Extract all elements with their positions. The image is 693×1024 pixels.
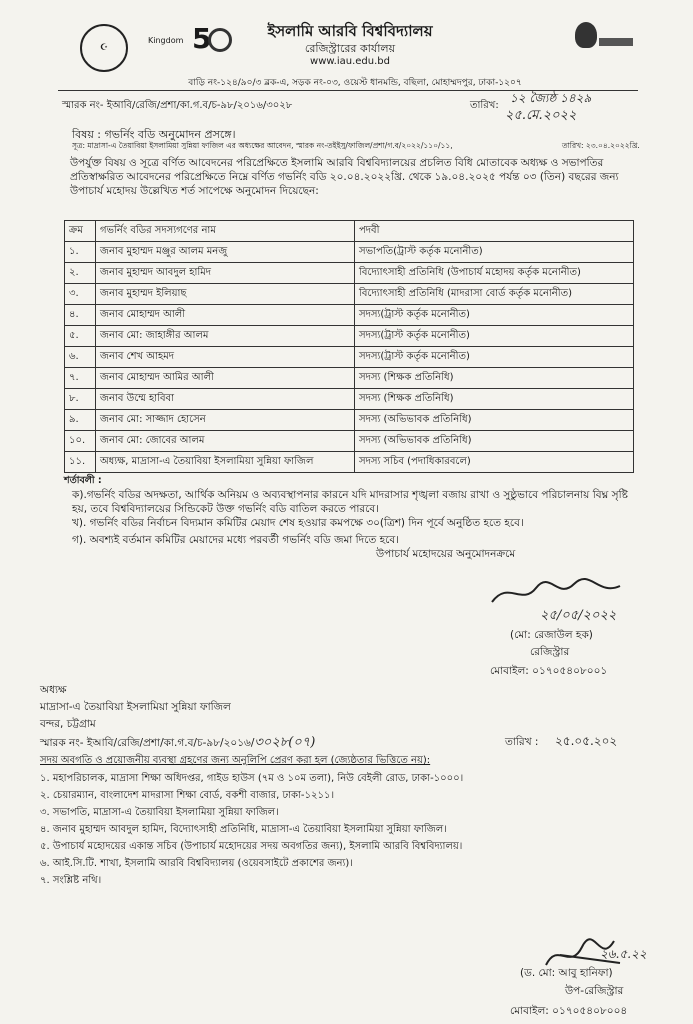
row-serial: ৪. xyxy=(65,305,96,326)
member-name: জনাব মুহাম্মদ ইলিয়াছ xyxy=(96,284,355,305)
member-designation: সদস্য (অভিভাবক প্রতিনিধি) xyxy=(355,431,634,452)
member-designation: সদস্য (শিক্ষক প্রতিনিধি) xyxy=(355,389,634,410)
table-row xyxy=(65,347,634,368)
row-serial: ২. xyxy=(65,263,96,284)
signature-icon xyxy=(488,576,628,610)
list-item: ২. চেয়ারম্যান, বাংলাদেশ মাদরাসা শিক্ষা বোর্ড, বকশী বাজার, ঢাকা-১২১১। xyxy=(40,790,335,801)
table-row xyxy=(65,452,634,473)
memo-ref: স্মারক নং- ইআবি/রেজি/প্রশা/কা.গ.ব/চ-৯৮/২০১৬/৩০২৮ xyxy=(62,100,293,111)
registrar-sign-date: ২৫/০৫/২০২২ xyxy=(540,608,617,623)
member-name: জনাব উম্মে হাবিবা xyxy=(96,389,355,410)
source-date: তারিখ: ২৩.০৪.২০২২খ্রি. xyxy=(562,141,640,150)
copy-ref-text: স্মারক নং- ইআবি/রেজি/প্রশা/কা.গ.ব/চ-৯৮/২০১৬/ xyxy=(40,737,255,749)
header-serial: ক্রম xyxy=(65,221,96,242)
row-serial: ১. xyxy=(65,242,96,263)
deputy-name: (ড. মো: আবু হানিফা) xyxy=(520,967,613,979)
condition-item: ক).গভর্নিং বডির অদক্ষতা, আর্থিক অনিয়ম ও অব্যবস্থাপনার কারনে যদি মাদরাসার শৃঙ্খলা বজায় রাখা ও সুষ্ঠুভাবে পরিচালনায় বিঘ্ন সৃষ্টি হয়, তবে বিশ্ববিদ্যালয়ের সিন্ডিকেট উক্ত গভর্নিং বডি বাতিল করতে পারবে। xyxy=(72,489,628,515)
member-name: জনাব মোহাম্মদ আমির আলী xyxy=(96,368,355,389)
memo-body: উপর্যুক্ত বিষয় ও সূত্রে বর্ণিত আবেদনের পরিপ্রেক্ষিতে ইসলামি আরবি বিশ্ববিদ্যালয়ের প্রচলিত বিধি মোতাবেক অধ্যক্ষ ও সভাপতির প্রতিস্বাক্ষরিত আবেদনের পরিপ্রেক্ষিতে নিম্নে বর্ণিত গভর্নিং বডি ২০.০৪.২০২২খ্রি. থেকে ১৯.০৪.২০২৫ পর্যন্ত ০৩ (তিন) বছরের জন্য উপাচার্য মহোদয় উল্লেখিত শর্ত সাপেক্ষে অনুমোদন দিয়েছেন: xyxy=(70,157,619,197)
registrar-mobile: মোবাইল: ০১৭০৫৪০৮০০১ xyxy=(490,665,608,677)
member-designation: সদস্য(ট্রাস্ট কর্তৃক মনোনীত) xyxy=(355,305,634,326)
copy-date: ২৫.০৫.২০২ xyxy=(555,734,618,748)
member-designation: সদস্য (অভিভাবক প্রতিনিধি) xyxy=(355,410,634,431)
member-name: জনাব মো: জাহাঙ্গীর আলম xyxy=(96,326,355,347)
list-item: ৫. উপাচার্য মহোদয়ের একান্ত সচিব (উপাচার্য মহোদয়ের সদয় অবগতির জন্য), ইসলামি আরবি বিশ্ববিদ্যালয়। xyxy=(40,841,463,852)
member-name: জনাব মো: জোবের আলম xyxy=(96,431,355,452)
recipient-institution: মাদ্রাসা-এ তৈয়াবিয়া ইসলামিয়া সুন্নিয়া ফাজিল xyxy=(40,701,231,713)
recipient-location: বন্দর, চট্টগ্রাম xyxy=(40,718,96,730)
office-name: রেজিস্ট্রারের কার্যালয় xyxy=(304,42,396,55)
copy-ref xyxy=(40,733,315,754)
copy-ref-handwritten: ৩০২৮(০৭) xyxy=(254,735,316,750)
member-designation: সদস্য(ট্রাস্ট কর্তৃক মনোনীত) xyxy=(355,326,634,347)
member-name: জনাব মো: সাজ্জাদ হোসেন xyxy=(96,410,355,431)
header-name: গভর্নিং বডির সদস্যগণের নাম xyxy=(96,221,355,242)
list-item: ৪. জনাব মুহাম্মদ আবদুল হামিদ, বিদ্যোৎসাহী প্রতিনিধি, মাদ্রাসা-এ তৈয়াবিয়া ইসলামিয়া সুন্নিয়া ফাজিল। xyxy=(40,824,447,835)
ring-icon xyxy=(208,28,232,52)
registrar-signature xyxy=(488,576,628,610)
member-name: জনাব মুহাম্মদ মঞ্জুর আলম মনজু xyxy=(96,242,355,263)
table-row xyxy=(65,368,634,389)
registrar-title: রেজিস্ট্রার xyxy=(530,646,570,658)
logo-text: Kingdom xyxy=(148,36,184,45)
condition-item: খ). গভর্নিং বডির নির্বাচন বিদ্যমান কমিটির মেয়াদ শেষ হওয়ার কমপক্ষে ৩০(ত্রিশ) দিন পূর্বে অনুষ্ঠিত হতে হবে। xyxy=(72,517,524,529)
member-designation: সদস্য সচিব (পদাধিকারবলে) xyxy=(355,452,634,473)
university-name: ইসলামি আরবি বিশ্ববিদ্যালয় xyxy=(267,22,433,40)
university-logo xyxy=(80,24,124,68)
member-designation: সদস্য(ট্রাস্ট কর্তৃক মনোনীত) xyxy=(355,347,634,368)
row-serial: ৮. xyxy=(65,389,96,410)
member-designation: সভাপতি(ট্রাস্ট কর্তৃক মনোনীত) xyxy=(355,242,634,263)
governing-body-table xyxy=(64,220,634,473)
copy-list xyxy=(40,770,660,889)
table-row xyxy=(65,305,634,326)
table-row xyxy=(65,284,634,305)
condition-item: গ). অবশ্যই বর্তমান কমিটির মেয়াদের মধ্যে পরবর্তী গভর্নিং বডি জমা দিতে হবে। xyxy=(72,534,399,546)
date-en: ২৫.মে.২০২২ xyxy=(505,108,577,123)
recipient-title: অধ্যক্ষ xyxy=(40,684,67,696)
row-serial: ৬. xyxy=(65,347,96,368)
row-serial: ১১. xyxy=(65,452,96,473)
date-bn: ১২ জ্যৈষ্ঠ ১৪২৯ xyxy=(510,91,592,105)
row-serial: ৫. xyxy=(65,326,96,347)
list-item: ৭. সংশ্লিষ্ট নথি। xyxy=(40,875,102,886)
row-serial: ৭. xyxy=(65,368,96,389)
approval-line: উপাচার্য মহোদয়ের অনুমোদনক্রমে xyxy=(376,548,516,560)
copy-date-label: তারিখ : xyxy=(505,736,539,748)
fifty-icon: 5 xyxy=(192,22,212,55)
member-name: জনাব মোহাম্মদ আলী xyxy=(96,305,355,326)
date-label: তারিখ: xyxy=(470,100,499,111)
website-link[interactable]: www.iau.edu.bd xyxy=(310,56,390,67)
address: বাড়ি নং-১২৪/৯০/৩ ব্লক-এ, সড়ক নং-০৩, ওয়েস্ট ধানমন্ডি, বছিলা, মোহাম্মদপুর, ঢাকা-১২০৭ xyxy=(188,78,522,88)
row-serial: ৯. xyxy=(65,410,96,431)
conditions-label: শর্তাবলী : xyxy=(64,475,102,486)
table-row xyxy=(65,431,634,452)
table-row xyxy=(65,263,634,284)
list-item: ৬. আই.সি.টি. শাখা, ইসলামি আরবি বিশ্ববিদ্যালয় (ওয়েবসাইটে প্রকাশের জন্য)। xyxy=(40,858,353,869)
portrait-logo xyxy=(575,22,635,62)
member-designation: বিদ্যোৎসাহী প্রতিনিধি (উপাচার্য মহোদয় কর্তৃক মনোনীত) xyxy=(355,263,634,284)
row-serial: ১০. xyxy=(65,431,96,452)
portrait-icon xyxy=(575,22,597,48)
member-name: জনাব মুহাম্মদ আবদুল হামিদ xyxy=(96,263,355,284)
member-name: অধ্যক্ষ, মাদ্রাসা-এ তৈয়াবিয়া ইসলামিয়া সুন্নিয়া ফাজিল xyxy=(96,452,355,473)
member-designation: বিদ্যোৎসাহী প্রতিনিধি (মাদরাসা বোর্ড কর্তৃক মনোনীত) xyxy=(355,284,634,305)
deputy-mobile: মোবাইল: ০১৭০৫৪০৮০০৪ xyxy=(510,1005,628,1017)
portrait-caption xyxy=(599,38,633,46)
list-item: ১. মহাপরিচালক, মাদ্রাসা শিক্ষা অধিদপ্তর, গাইড হাউস (৭ম ও ১০ম তলা), নিউ বেইলী রোড, ঢাকা-১০০০। xyxy=(40,773,464,784)
deputy-sign-date: ২৬.৫.২২ xyxy=(600,947,647,961)
table-header-row xyxy=(65,221,634,242)
anniversary-logo xyxy=(148,22,228,62)
member-designation: সদস্য (শিক্ষক প্রতিনিধি) xyxy=(355,368,634,389)
table-row xyxy=(65,326,634,347)
seal-icon: ☪ xyxy=(80,24,128,72)
list-item: ৩. সভাপতি, মাদ্রাসা-এ তৈয়াবিয়া ইসলামিয়া সুন্নিয়া ফাজিল। xyxy=(40,807,279,818)
header-designation: পদবী xyxy=(355,221,634,242)
table-row xyxy=(65,410,634,431)
source-ref: সূত্র: মাদ্রাসা-এ তৈয়াবিয়া ইসলামিয়া সুন্নিয়া ফাজিল এর অধ্যক্ষের আবেদন, স্মারক নং-তইইসু/ফাজিল/প্রশা/গ.ব/২০২২/১১০/১১, xyxy=(72,141,453,150)
subject: বিষয় : গভর্নিং বডি অনুমোদন প্রসঙ্গে। xyxy=(72,128,236,141)
member-name: জনাব শেখ আহমদ xyxy=(96,347,355,368)
deputy-title: উপ-রেজিস্ট্রার xyxy=(565,985,624,997)
row-serial: ৩. xyxy=(65,284,96,305)
table-row xyxy=(65,242,634,263)
table-row xyxy=(65,389,634,410)
copy-heading: সদয় অবগতি ও প্রয়োজনীয় ব্যবস্থা গ্রহণের জন্য অনুলিপি প্রেরণ করা হল (জ্যেষ্ঠতার ভিত্তিতে নয়): xyxy=(40,755,431,766)
registrar-name: (মো: রেজাউল হক) xyxy=(510,629,593,641)
